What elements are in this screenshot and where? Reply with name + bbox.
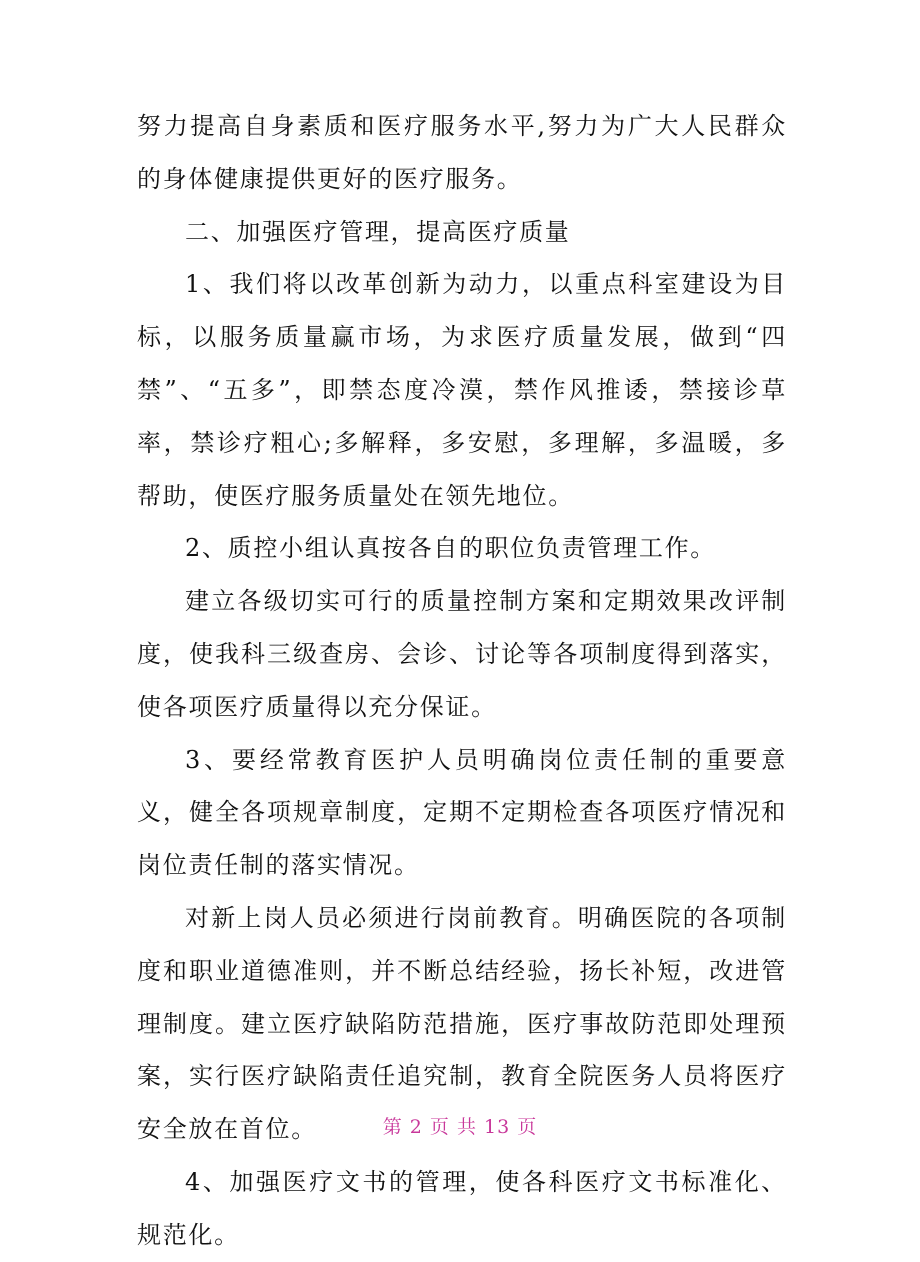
paragraph-item-3: 3、要经常教育医护人员明确岗位责任制的重要意义，健全各项规章制度，定期不定期检查各项医疗情况和岗位责任制的落实情况。 [137, 745, 787, 880]
page-footer [0, 1112, 920, 1139]
paragraph-quality-control: 建立各级切实可行的质量控制方案和定期效果改评制度，使我科三级查房、会诊、讨论等各项制度得到落实，使各项医疗质量得以充分保证。 [137, 587, 787, 721]
footer-total-pages: 13 [484, 1116, 511, 1138]
footer-middle: 页 共 [429, 1116, 477, 1138]
paragraph-item-1: 1、我们将以改革创新为动力，以重点科室建设为目标，以服务质量赢市场，为求医疗质量发展，做到“四禁”、“五多”，即禁态度冷漠，禁作风推诿，禁接诊草率，禁诊疗粗心;多解释，多安慰，多理解，多温暖，多帮助，使医疗服务质量处在领先地位。 [137, 270, 787, 510]
paragraph-new-staff: 对新上岗人员必须进行岗前教育。明确医院的各项制度和职业道德准则，并不断总结经验，扬长补短，改进管理制度。建立医疗缺陷防范措施，医疗事故防范即处理预案，实行医疗缺陷责任追究制，教育全院医务人员将医疗安全放在首位。 [137, 903, 787, 1144]
section-heading: 二、加强医疗管理，提高医疗质量 [185, 217, 571, 246]
footer-prefix: 第 [382, 1116, 403, 1138]
footer-suffix: 页 [517, 1116, 538, 1138]
document-body [137, 100, 787, 1262]
paragraph-continuation: 努力提高自身素质和医疗服务水平,努力为广大人民群众的身体健康提供更好的医疗服务。 [137, 112, 787, 193]
paragraph-item-4: 4、加强医疗文书的管理，使各科医疗文书标准化、规范化。 [137, 1167, 787, 1249]
footer-current-page: 2 [409, 1116, 423, 1138]
paragraph-item-2: 2、质控小组认真按各自的职位负责管理工作。 [185, 534, 716, 563]
